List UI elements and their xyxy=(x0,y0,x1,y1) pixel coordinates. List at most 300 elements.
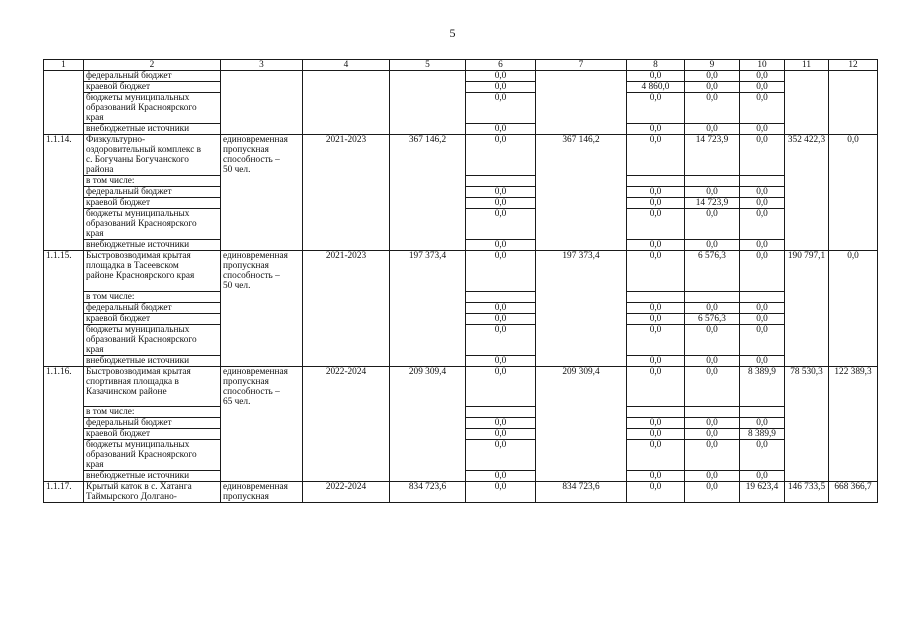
row-number-cell xyxy=(44,198,84,209)
value-cell: 0,0 xyxy=(627,198,685,209)
total-cell xyxy=(536,291,627,302)
source-row xyxy=(44,93,878,124)
column-header: 6 xyxy=(466,60,536,71)
source-label-line: образований Красноярского xyxy=(86,450,197,460)
total-cell xyxy=(536,240,627,251)
value-cell: 6 576,3 xyxy=(685,313,740,324)
capacity-cell xyxy=(221,440,303,471)
source-row xyxy=(44,429,878,440)
value-cell: 0,0 xyxy=(466,71,536,82)
column-header: 9 xyxy=(685,60,740,71)
value-cell: 0,0 xyxy=(685,324,740,355)
source-label-line: бюджеты муниципальных xyxy=(86,324,190,335)
source-label-line: края xyxy=(86,344,104,355)
capacity-cell xyxy=(221,291,303,302)
value-cell xyxy=(785,313,829,324)
item-row xyxy=(44,366,878,407)
value-cell xyxy=(829,176,878,187)
value-cell xyxy=(627,176,685,187)
value-cell: 0,0 xyxy=(466,135,536,176)
value-cell: 0,0 xyxy=(466,418,536,429)
value-cell: 14 723,9 xyxy=(685,135,740,176)
value-cell: 0,0 xyxy=(685,187,740,198)
capacity-line: способность – xyxy=(223,155,280,165)
source-label xyxy=(84,429,221,440)
value-cell xyxy=(466,176,536,187)
source-label-line: федеральный бюджет xyxy=(86,187,172,197)
capacity-cell xyxy=(221,135,303,176)
total-cell: 209 309,4 xyxy=(536,366,627,407)
value-cell: 4 860,0 xyxy=(627,82,685,93)
value-cell: 0,0 xyxy=(627,135,685,176)
total-cell: 197 373,4 xyxy=(536,251,627,292)
value-cell: 0,0 xyxy=(740,198,785,209)
value-cell xyxy=(829,302,878,313)
incl-row xyxy=(44,291,878,302)
source-label-line: федеральный бюджет xyxy=(86,302,172,313)
incl-label: в том числе: xyxy=(84,176,221,187)
value-cell xyxy=(785,418,829,429)
capacity-cell xyxy=(221,176,303,187)
value-cell: 0,0 xyxy=(685,71,740,82)
budget-table xyxy=(43,59,878,503)
total-cell xyxy=(390,176,466,187)
value-cell: 78 530,3 xyxy=(785,366,829,407)
value-cell xyxy=(785,124,829,135)
total-cell xyxy=(536,302,627,313)
total-cell xyxy=(390,82,466,93)
item-row xyxy=(44,482,878,503)
item-name-line: Быстровозводимая крытая xyxy=(86,251,191,261)
value-cell: 0,0 xyxy=(627,324,685,355)
source-row xyxy=(44,187,878,198)
value-cell xyxy=(685,176,740,187)
value-cell xyxy=(785,429,829,440)
capacity-line: способность – xyxy=(223,271,280,281)
total-cell xyxy=(390,407,466,418)
value-cell: 0,0 xyxy=(466,440,536,471)
value-cell: 0,0 xyxy=(466,482,536,503)
value-cell: 0,0 xyxy=(685,240,740,251)
value-cell: 0,0 xyxy=(466,324,536,355)
capacity-cell xyxy=(221,355,303,366)
value-cell xyxy=(627,291,685,302)
source-label-line: федеральный бюджет xyxy=(86,71,172,81)
value-cell xyxy=(785,82,829,93)
value-cell: 0,0 xyxy=(627,366,685,407)
source-row xyxy=(44,71,878,82)
value-cell xyxy=(785,93,829,124)
capacity-cell xyxy=(221,418,303,429)
source-label-line: образований Красноярского xyxy=(86,103,197,113)
value-cell: 0,0 xyxy=(627,187,685,198)
column-header: 8 xyxy=(627,60,685,71)
column-header: 10 xyxy=(740,60,785,71)
source-label-line: краевой бюджет xyxy=(86,82,151,92)
capacity-cell xyxy=(221,313,303,324)
row-number-cell xyxy=(44,440,84,471)
total-cell: 209 309,4 xyxy=(390,366,466,407)
value-cell: 668 366,7 xyxy=(829,482,878,503)
total-cell xyxy=(536,198,627,209)
value-cell: 0,0 xyxy=(466,209,536,240)
row-number-cell xyxy=(44,93,84,124)
row-number-cell xyxy=(44,209,84,240)
value-cell: 0,0 xyxy=(685,440,740,471)
capacity-cell xyxy=(221,251,303,292)
source-row xyxy=(44,198,878,209)
item-name-cell xyxy=(84,135,221,176)
value-cell xyxy=(785,209,829,240)
capacity-line: единовременная xyxy=(223,251,288,261)
capacity-line: пропускная xyxy=(223,492,269,502)
value-cell xyxy=(829,291,878,302)
value-cell: 0,0 xyxy=(627,302,685,313)
total-cell xyxy=(390,355,466,366)
value-cell xyxy=(785,324,829,355)
total-cell xyxy=(390,440,466,471)
total-cell xyxy=(536,71,627,82)
source-row xyxy=(44,471,878,482)
source-label xyxy=(84,93,221,124)
period-cell xyxy=(303,71,390,82)
row-number-cell xyxy=(44,418,84,429)
source-label-line: образований Красноярского xyxy=(86,334,197,345)
value-cell: 0,0 xyxy=(466,198,536,209)
period-cell xyxy=(303,209,390,240)
period-cell xyxy=(303,198,390,209)
total-cell xyxy=(390,209,466,240)
total-cell: 367 146,2 xyxy=(390,135,466,176)
value-cell xyxy=(829,93,878,124)
value-cell: 0,0 xyxy=(685,366,740,407)
value-cell xyxy=(829,313,878,324)
value-cell: 0,0 xyxy=(740,135,785,176)
value-cell: 14 723,9 xyxy=(685,198,740,209)
total-cell xyxy=(536,324,627,355)
value-cell: 0,0 xyxy=(466,82,536,93)
total-cell xyxy=(390,124,466,135)
value-cell: 0,0 xyxy=(740,82,785,93)
source-label-line: образований Красноярского xyxy=(86,219,197,229)
value-cell: 0,0 xyxy=(466,313,536,324)
row-number-cell xyxy=(44,407,84,418)
value-cell: 0,0 xyxy=(740,240,785,251)
value-cell: 122 389,3 xyxy=(829,366,878,407)
value-cell: 0,0 xyxy=(740,471,785,482)
column-header: 11 xyxy=(785,60,829,71)
total-cell xyxy=(536,82,627,93)
value-cell xyxy=(685,407,740,418)
item-name-line: Быстровозводимая крытая xyxy=(86,366,191,377)
value-cell: 146 733,5 xyxy=(785,482,829,503)
total-cell xyxy=(390,291,466,302)
capacity-cell xyxy=(221,482,303,503)
total-cell xyxy=(536,440,627,471)
value-cell: 0,0 xyxy=(685,124,740,135)
row-number-cell xyxy=(44,355,84,366)
value-cell: 0,0 xyxy=(740,124,785,135)
source-label-line: края xyxy=(86,460,104,470)
column-header: 5 xyxy=(390,60,466,71)
period-cell xyxy=(303,324,390,355)
period-cell xyxy=(303,187,390,198)
value-cell: 0,0 xyxy=(466,93,536,124)
row-number-cell xyxy=(44,291,84,302)
source-label xyxy=(84,324,221,355)
value-cell: 0,0 xyxy=(627,313,685,324)
value-cell: 0,0 xyxy=(627,209,685,240)
value-cell xyxy=(829,429,878,440)
row-number-cell xyxy=(44,324,84,355)
total-cell xyxy=(390,187,466,198)
row-number-cell xyxy=(44,240,84,251)
source-label xyxy=(84,240,221,251)
source-label xyxy=(84,302,221,313)
total-cell xyxy=(390,313,466,324)
capacity-line: единовременная xyxy=(223,135,288,145)
value-cell: 0,0 xyxy=(466,355,536,366)
source-label-line: внебюджетные источники xyxy=(86,124,190,134)
period-cell xyxy=(303,471,390,482)
value-cell: 0,0 xyxy=(740,251,785,292)
source-row xyxy=(44,82,878,93)
total-cell: 834 723,6 xyxy=(390,482,466,503)
source-label xyxy=(84,471,221,482)
period-cell: 2021-2023 xyxy=(303,135,390,176)
incl-label: в том числе: xyxy=(84,407,221,418)
value-cell: 0,0 xyxy=(740,418,785,429)
value-cell xyxy=(740,176,785,187)
value-cell: 0,0 xyxy=(627,482,685,503)
period-cell xyxy=(303,176,390,187)
capacity-cell xyxy=(221,209,303,240)
incl-row xyxy=(44,407,878,418)
item-name-line: оздоровительный комплекс в xyxy=(86,145,202,155)
value-cell: 0,0 xyxy=(466,366,536,407)
capacity-line: пропускная xyxy=(223,376,269,387)
column-header: 12 xyxy=(829,60,878,71)
source-label xyxy=(84,198,221,209)
period-cell xyxy=(303,124,390,135)
value-cell xyxy=(829,198,878,209)
item-name-line: Таймырского Долгано- xyxy=(86,492,177,502)
source-row xyxy=(44,440,878,471)
value-cell xyxy=(785,291,829,302)
item-name-cell xyxy=(84,482,221,503)
incl-row xyxy=(44,176,878,187)
value-cell: 6 576,3 xyxy=(685,251,740,292)
total-cell xyxy=(390,240,466,251)
item-name-line: спортивная площадка в xyxy=(86,376,179,387)
total-cell xyxy=(390,302,466,313)
value-cell: 0,0 xyxy=(685,355,740,366)
period-cell: 2022-2024 xyxy=(303,482,390,503)
total-cell: 197 373,4 xyxy=(390,251,466,292)
item-name-cell xyxy=(84,366,221,407)
capacity-line: пропускная xyxy=(223,261,269,271)
period-cell xyxy=(303,82,390,93)
value-cell: 0,0 xyxy=(740,71,785,82)
item-name-cell xyxy=(84,251,221,292)
capacity-line: единовременная xyxy=(223,482,288,492)
source-row xyxy=(44,324,878,355)
item-row xyxy=(44,251,878,292)
value-cell: 0,0 xyxy=(466,124,536,135)
value-cell xyxy=(829,355,878,366)
source-label-line: бюджеты муниципальных xyxy=(86,93,190,103)
total-cell: 834 723,6 xyxy=(536,482,627,503)
value-cell: 0,0 xyxy=(627,355,685,366)
value-cell: 0,0 xyxy=(466,471,536,482)
value-cell xyxy=(685,291,740,302)
value-cell: 0,0 xyxy=(685,302,740,313)
item-name-line: Казачинском районе xyxy=(86,386,167,397)
value-cell: 0,0 xyxy=(740,313,785,324)
source-label xyxy=(84,440,221,471)
value-cell xyxy=(785,302,829,313)
source-label xyxy=(84,355,221,366)
source-label xyxy=(84,71,221,82)
value-cell: 8 389,9 xyxy=(740,366,785,407)
value-cell xyxy=(829,418,878,429)
value-cell xyxy=(785,198,829,209)
value-cell xyxy=(829,124,878,135)
capacity-cell xyxy=(221,240,303,251)
total-cell xyxy=(390,71,466,82)
value-cell: 0,0 xyxy=(685,209,740,240)
source-label-line: внебюджетные источники xyxy=(86,471,190,481)
value-cell: 0,0 xyxy=(829,135,878,176)
capacity-cell xyxy=(221,366,303,407)
value-cell: 0,0 xyxy=(740,440,785,471)
value-cell: 0,0 xyxy=(627,240,685,251)
value-cell xyxy=(829,209,878,240)
value-cell xyxy=(785,176,829,187)
row-number-cell xyxy=(44,187,84,198)
period-cell xyxy=(303,291,390,302)
period-cell xyxy=(303,418,390,429)
value-cell xyxy=(785,440,829,471)
value-cell xyxy=(785,407,829,418)
value-cell: 0,0 xyxy=(466,187,536,198)
source-label xyxy=(84,124,221,135)
total-cell xyxy=(536,355,627,366)
value-cell: 0,0 xyxy=(685,93,740,124)
value-cell xyxy=(627,407,685,418)
source-row xyxy=(44,418,878,429)
capacity-line: пропускная xyxy=(223,145,269,155)
value-cell xyxy=(829,407,878,418)
capacity-cell xyxy=(221,324,303,355)
row-number-cell xyxy=(44,71,84,82)
source-label xyxy=(84,313,221,324)
capacity-cell xyxy=(221,93,303,124)
total-cell xyxy=(536,313,627,324)
capacity-cell xyxy=(221,187,303,198)
row-number-cell xyxy=(44,471,84,482)
period-cell xyxy=(303,429,390,440)
value-cell: 190 797,1 xyxy=(785,251,829,292)
source-label-line: бюджеты муниципальных xyxy=(86,209,190,219)
total-cell xyxy=(390,429,466,440)
period-cell: 2021-2023 xyxy=(303,251,390,292)
value-cell: 0,0 xyxy=(740,324,785,355)
value-cell: 0,0 xyxy=(685,418,740,429)
capacity-line: 50 чел. xyxy=(223,281,251,291)
table-header-row xyxy=(44,60,878,71)
column-header: 2 xyxy=(84,60,221,71)
capacity-cell xyxy=(221,407,303,418)
capacity-cell xyxy=(221,429,303,440)
source-label-line: федеральный бюджет xyxy=(86,418,172,428)
value-cell xyxy=(829,324,878,355)
capacity-line: способность – xyxy=(223,386,280,397)
incl-label: в том числе: xyxy=(84,291,221,302)
total-cell xyxy=(390,198,466,209)
value-cell: 0,0 xyxy=(466,429,536,440)
source-label-line: внебюджетные источники xyxy=(86,355,190,366)
value-cell xyxy=(785,240,829,251)
period-cell xyxy=(303,313,390,324)
value-cell: 0,0 xyxy=(627,418,685,429)
source-label-line: бюджеты муниципальных xyxy=(86,440,190,450)
source-label xyxy=(84,187,221,198)
column-header: 1 xyxy=(44,60,84,71)
item-name-line: площадка в Тасеевском xyxy=(86,261,179,271)
value-cell xyxy=(829,440,878,471)
column-header: 7 xyxy=(536,60,627,71)
total-cell xyxy=(536,209,627,240)
source-row xyxy=(44,124,878,135)
value-cell xyxy=(829,187,878,198)
value-cell: 0,0 xyxy=(627,251,685,292)
period-cell xyxy=(303,240,390,251)
column-header: 3 xyxy=(221,60,303,71)
source-label-line: краевой бюджет xyxy=(86,313,151,324)
capacity-line: 50 чел. xyxy=(223,165,251,175)
value-cell xyxy=(466,291,536,302)
value-cell xyxy=(785,471,829,482)
value-cell: 0,0 xyxy=(466,251,536,292)
total-cell xyxy=(536,93,627,124)
source-label-line: края xyxy=(86,113,104,123)
row-number-cell: 1.1.16. xyxy=(44,366,84,407)
source-label xyxy=(84,209,221,240)
source-row xyxy=(44,302,878,313)
row-number-cell: 1.1.17. xyxy=(44,482,84,503)
value-cell: 0,0 xyxy=(685,482,740,503)
period-cell xyxy=(303,302,390,313)
value-cell: 0,0 xyxy=(627,440,685,471)
value-cell xyxy=(740,407,785,418)
capacity-line: 65 чел. xyxy=(223,396,251,407)
value-cell: 0,0 xyxy=(740,302,785,313)
period-cell xyxy=(303,440,390,471)
value-cell: 0,0 xyxy=(829,251,878,292)
value-cell xyxy=(829,71,878,82)
value-cell xyxy=(785,187,829,198)
item-name-line: районе Красноярского края xyxy=(86,271,195,281)
capacity-line: единовременная xyxy=(223,366,288,377)
capacity-cell xyxy=(221,471,303,482)
source-label xyxy=(84,82,221,93)
source-label-line: внебюджетные источники xyxy=(86,240,190,250)
item-name-line: с. Богучаны Богучанского xyxy=(86,155,189,165)
value-cell: 0,0 xyxy=(740,209,785,240)
value-cell: 0,0 xyxy=(627,71,685,82)
capacity-cell xyxy=(221,302,303,313)
